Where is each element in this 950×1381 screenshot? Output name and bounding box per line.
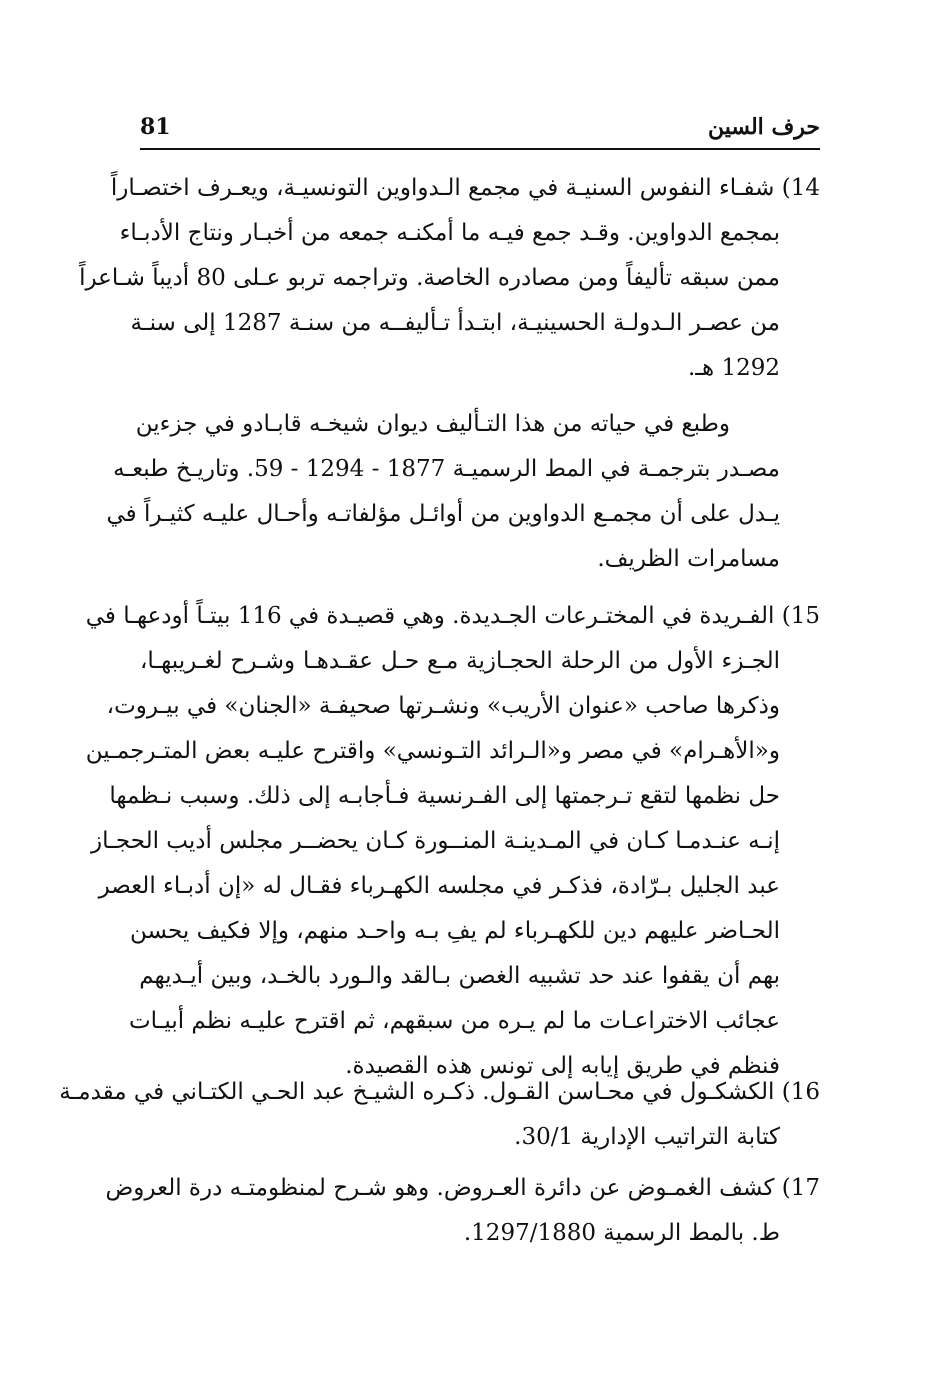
text-line: مصـدر بترجمـة في المط الرسميـة 1877 - 1294 - 59. وتاريـخ طبعـه <box>113 456 780 482</box>
text-line: عجائب الاختراعـات ما لم يـره من سبقهم، ثم اقترح عليـه نظم أبيـات <box>128 1008 780 1034</box>
text-line: وذكرها صاحب «عنوان الأريب» ونشـرتها صحيفـة «الجنان» في بيـروت، <box>106 693 780 719</box>
text-line: حل نظمها لتقع تـرجمتها إلى الفـرنسية فـأجابـه إلى ذلك. وسبب نـظمها <box>109 783 780 809</box>
entry-17 <box>105 1166 820 1256</box>
text-line: وطبع في حياته من هذا التـأليف ديوان شيخـه قابـادو في جزءين <box>135 411 730 437</box>
running-head: حرف السين <box>707 114 820 140</box>
page-number: 81 <box>140 114 171 140</box>
entry-14-continuation <box>106 402 820 582</box>
text-line: ط. بالمط الرسمية 1297/1880. <box>463 1220 780 1246</box>
entry-15 <box>85 594 820 1089</box>
text-line: 17) كشف الغمـوض عن دائرة العـروض. وهو شـرح لمنظومتـه درة العروض <box>105 1175 820 1201</box>
text-line: ممن سبقه تأليفاً ومن مصادره الخاصة. وتراجمه تربو عـلى 80 أديباً شـاعراً <box>79 265 780 291</box>
text-line: بمجمع الدواوين. وقـد جمع فيـه ما أمكنـه جمعه من أخبـار ونتاج الأدبـاء <box>119 220 780 246</box>
text-line: عبد الجليل بـرّادة، فذكـر في مجلسه الكهـرباء فقـال له «إن أدبـاء العصر <box>98 873 780 899</box>
text-line: الجـزء الأول من الرحلة الحجـازية مـع حـل عقـدهـا وشـرح لغـريبهـا، <box>140 648 780 674</box>
page-header <box>140 108 820 150</box>
text-line: من عصـر الـدولـة الحسينيـة، ابتـدأ تـأليفــه من سنـة 1287 إلى سنـة <box>130 310 780 336</box>
text-line: 15) الفـريدة في المختـرعات الجـديدة. وهي قصيـدة في 116 بيتـاً أودعهـا في <box>85 603 820 629</box>
text-line: يـدل على أن مجمـع الدواوين من أوائـل مؤلفاتـه وأحـال عليـه كثيـراً في <box>106 501 780 527</box>
text-line: 16) الكشكـول في محـاسن القـول. ذكـره الشيـخ عبد الحـي الكتـاني في مقدمـة <box>59 1079 820 1105</box>
text-line: و«الأهـرام» في مصر و«الـرائد التـونسي» واقترح عليـه بعض المتـرجمـين <box>85 738 780 764</box>
entry-14 <box>79 166 820 391</box>
text-line: فنظم في طريق إيابه إلى تونس هذه القصيدة. <box>345 1053 780 1079</box>
text-line: الحـاضر عليهم دين للكهـرباء لم يفِ بـه واحـد منهم، وإلا فكيف يحسن <box>130 918 780 944</box>
text-line: بهم أن يقفوا عند حد تشبيه الغصن بـالقد والـورد بالخـد، وبين أيـديهم <box>139 963 780 989</box>
text-line: 14) شفـاء النفوس السنيـة في مجمع الـدواوين التونسيـة، ويعـرف اختصـاراً <box>110 175 820 201</box>
text-line: إنـه عنـدمـا كـان في المـدينـة المنــورة كـان يحضــر مجلس أديب الحجـاز <box>91 828 780 854</box>
text-line: مسامرات الظريف. <box>597 546 780 572</box>
text-line: 1292 هـ. <box>687 355 780 381</box>
entry-16 <box>59 1070 820 1160</box>
text-line: كتابة التراتيب الإدارية 30/1. <box>514 1124 780 1150</box>
